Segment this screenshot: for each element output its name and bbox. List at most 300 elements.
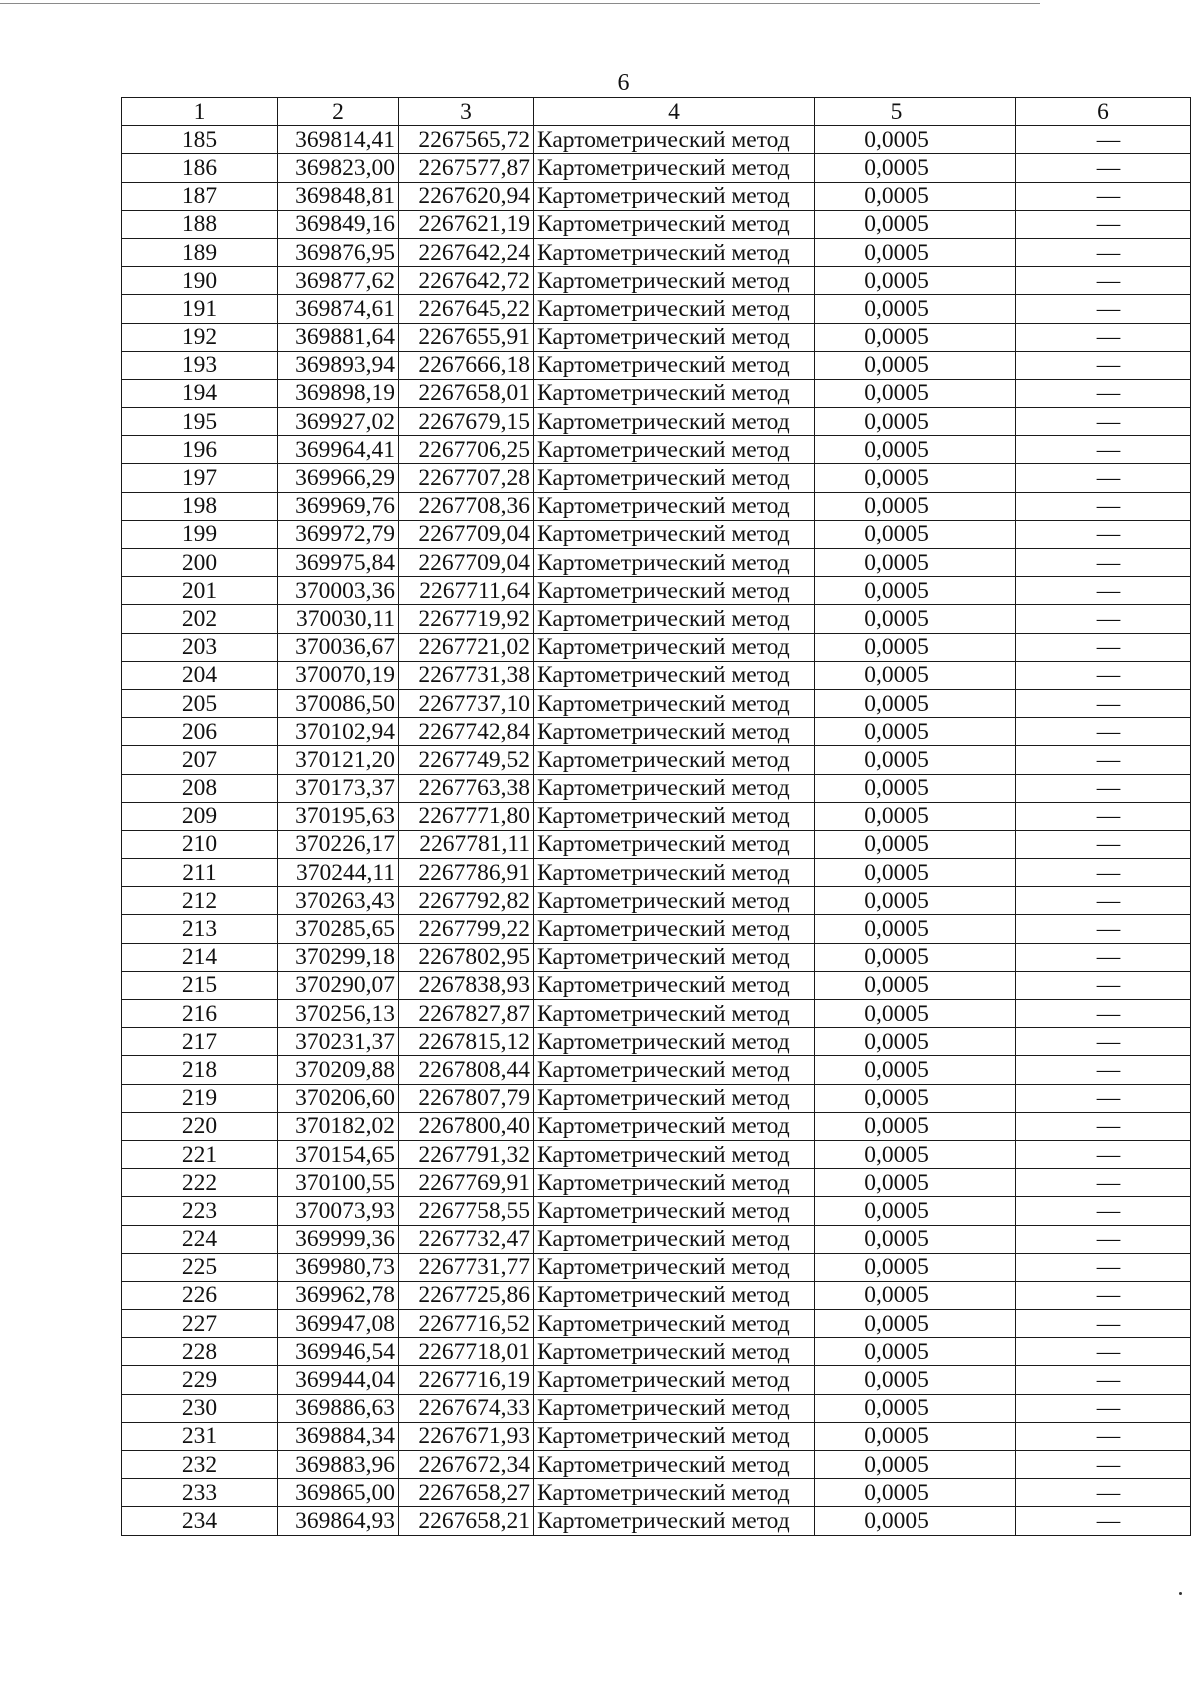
accuracy-cell: 0,0005 xyxy=(815,605,1016,633)
table-row xyxy=(122,1056,1191,1084)
method-cell: Картометрический метод xyxy=(534,859,815,887)
x-coordinate-cell: 370285,65 xyxy=(278,915,399,943)
y-coordinate-cell: 2267808,44 xyxy=(399,1056,534,1084)
point-number-cell: 207 xyxy=(122,746,278,774)
x-coordinate-cell: 369999,36 xyxy=(278,1225,399,1253)
y-coordinate-cell: 2267671,93 xyxy=(399,1422,534,1450)
note-cell: — xyxy=(1016,887,1191,915)
method-cell: Картометрический метод xyxy=(534,746,815,774)
note-cell: — xyxy=(1016,1338,1191,1366)
point-number-cell: 224 xyxy=(122,1225,278,1253)
note-cell: — xyxy=(1016,1507,1191,1535)
y-coordinate-cell: 2267786,91 xyxy=(399,859,534,887)
point-number-cell: 209 xyxy=(122,802,278,830)
note-cell: — xyxy=(1016,1253,1191,1281)
table-row xyxy=(122,323,1191,351)
accuracy-cell: 0,0005 xyxy=(815,1281,1016,1309)
method-cell: Картометрический метод xyxy=(534,1451,815,1479)
method-cell: Картометрический метод xyxy=(534,1169,815,1197)
method-cell: Картометрический метод xyxy=(534,1310,815,1338)
table-row xyxy=(122,549,1191,577)
x-coordinate-cell: 370086,50 xyxy=(278,689,399,717)
column-header-6: 6 xyxy=(1016,98,1191,126)
top-border-line xyxy=(0,3,1040,4)
y-coordinate-cell: 2267802,95 xyxy=(399,943,534,971)
table-row xyxy=(122,1084,1191,1112)
note-cell: — xyxy=(1016,633,1191,661)
note-cell: — xyxy=(1016,549,1191,577)
note-cell: — xyxy=(1016,238,1191,266)
y-coordinate-cell: 2267565,72 xyxy=(399,126,534,154)
x-coordinate-cell: 369883,96 xyxy=(278,1451,399,1479)
column-header-3: 3 xyxy=(399,98,534,126)
note-cell: — xyxy=(1016,323,1191,351)
note-cell: — xyxy=(1016,210,1191,238)
table-row xyxy=(122,267,1191,295)
accuracy-cell: 0,0005 xyxy=(815,436,1016,464)
note-cell: — xyxy=(1016,1197,1191,1225)
accuracy-cell: 0,0005 xyxy=(815,492,1016,520)
y-coordinate-cell: 2267621,19 xyxy=(399,210,534,238)
point-number-cell: 197 xyxy=(122,464,278,492)
method-cell: Картометрический метод xyxy=(534,182,815,210)
table-header xyxy=(122,98,1191,126)
table-row xyxy=(122,1422,1191,1450)
x-coordinate-cell: 370036,67 xyxy=(278,633,399,661)
point-number-cell: 219 xyxy=(122,1084,278,1112)
point-number-cell: 193 xyxy=(122,351,278,379)
x-coordinate-cell: 370102,94 xyxy=(278,718,399,746)
table-row xyxy=(122,295,1191,323)
point-number-cell: 189 xyxy=(122,238,278,266)
table-body xyxy=(122,126,1191,1535)
point-number-cell: 198 xyxy=(122,492,278,520)
y-coordinate-cell: 2267620,94 xyxy=(399,182,534,210)
table-row xyxy=(122,633,1191,661)
accuracy-cell: 0,0005 xyxy=(815,689,1016,717)
y-coordinate-cell: 2267725,86 xyxy=(399,1281,534,1309)
y-coordinate-cell: 2267716,19 xyxy=(399,1366,534,1394)
x-coordinate-cell: 369972,79 xyxy=(278,520,399,548)
column-header-1: 1 xyxy=(122,98,278,126)
note-cell: — xyxy=(1016,802,1191,830)
x-coordinate-cell: 369969,76 xyxy=(278,492,399,520)
note-cell: — xyxy=(1016,520,1191,548)
point-number-cell: 205 xyxy=(122,689,278,717)
table-row xyxy=(122,661,1191,689)
y-coordinate-cell: 2267666,18 xyxy=(399,351,534,379)
table-row xyxy=(122,1197,1191,1225)
note-cell: — xyxy=(1016,1028,1191,1056)
note-cell: — xyxy=(1016,746,1191,774)
x-coordinate-cell: 370100,55 xyxy=(278,1169,399,1197)
note-cell: — xyxy=(1016,971,1191,999)
point-number-cell: 217 xyxy=(122,1028,278,1056)
accuracy-cell: 0,0005 xyxy=(815,746,1016,774)
x-coordinate-cell: 370299,18 xyxy=(278,943,399,971)
point-number-cell: 232 xyxy=(122,1451,278,1479)
note-cell: — xyxy=(1016,1422,1191,1450)
point-number-cell: 220 xyxy=(122,1112,278,1140)
accuracy-cell: 0,0005 xyxy=(815,154,1016,182)
method-cell: Картометрический метод xyxy=(534,1225,815,1253)
x-coordinate-cell: 370244,11 xyxy=(278,859,399,887)
method-cell: Картометрический метод xyxy=(534,830,815,858)
x-coordinate-cell: 370290,07 xyxy=(278,971,399,999)
point-number-cell: 226 xyxy=(122,1281,278,1309)
table-row xyxy=(122,436,1191,464)
note-cell: — xyxy=(1016,492,1191,520)
y-coordinate-cell: 2267577,87 xyxy=(399,154,534,182)
y-coordinate-cell: 2267679,15 xyxy=(399,408,534,436)
table-row xyxy=(122,1000,1191,1028)
method-cell: Картометрический метод xyxy=(534,1394,815,1422)
x-coordinate-cell: 370154,65 xyxy=(278,1140,399,1168)
point-number-cell: 228 xyxy=(122,1338,278,1366)
note-cell: — xyxy=(1016,379,1191,407)
y-coordinate-cell: 2267707,28 xyxy=(399,464,534,492)
accuracy-cell: 0,0005 xyxy=(815,1394,1016,1422)
accuracy-cell: 0,0005 xyxy=(815,1479,1016,1507)
point-number-cell: 212 xyxy=(122,887,278,915)
point-number-cell: 230 xyxy=(122,1394,278,1422)
point-number-cell: 187 xyxy=(122,182,278,210)
method-cell: Картометрический метод xyxy=(534,774,815,802)
scan-speck xyxy=(1179,1592,1182,1595)
note-cell: — xyxy=(1016,1451,1191,1479)
accuracy-cell: 0,0005 xyxy=(815,1000,1016,1028)
table-row xyxy=(122,689,1191,717)
accuracy-cell: 0,0005 xyxy=(815,1338,1016,1366)
note-cell: — xyxy=(1016,718,1191,746)
accuracy-cell: 0,0005 xyxy=(815,295,1016,323)
y-coordinate-cell: 2267749,52 xyxy=(399,746,534,774)
table-row xyxy=(122,1028,1191,1056)
accuracy-cell: 0,0005 xyxy=(815,633,1016,661)
point-number-cell: 222 xyxy=(122,1169,278,1197)
column-header-5: 5 xyxy=(815,98,1016,126)
table-row xyxy=(122,1112,1191,1140)
method-cell: Картометрический метод xyxy=(534,1338,815,1366)
x-coordinate-cell: 370206,60 xyxy=(278,1084,399,1112)
point-number-cell: 225 xyxy=(122,1253,278,1281)
method-cell: Картометрический метод xyxy=(534,718,815,746)
table-row xyxy=(122,238,1191,266)
x-coordinate-cell: 369814,41 xyxy=(278,126,399,154)
y-coordinate-cell: 2267721,02 xyxy=(399,633,534,661)
method-cell: Картометрический метод xyxy=(534,323,815,351)
point-number-cell: 186 xyxy=(122,154,278,182)
note-cell: — xyxy=(1016,267,1191,295)
column-header-4: 4 xyxy=(534,98,815,126)
table-row xyxy=(122,1169,1191,1197)
point-number-cell: 194 xyxy=(122,379,278,407)
table-row xyxy=(122,746,1191,774)
method-cell: Картометрический метод xyxy=(534,238,815,266)
point-number-cell: 218 xyxy=(122,1056,278,1084)
y-coordinate-cell: 2267716,52 xyxy=(399,1310,534,1338)
point-number-cell: 233 xyxy=(122,1479,278,1507)
x-coordinate-cell: 369893,94 xyxy=(278,351,399,379)
method-cell: Картометрический метод xyxy=(534,577,815,605)
x-coordinate-cell: 369874,61 xyxy=(278,295,399,323)
method-cell: Картометрический метод xyxy=(534,689,815,717)
method-cell: Картометрический метод xyxy=(534,1140,815,1168)
point-number-cell: 200 xyxy=(122,549,278,577)
accuracy-cell: 0,0005 xyxy=(815,1028,1016,1056)
accuracy-cell: 0,0005 xyxy=(815,408,1016,436)
note-cell: — xyxy=(1016,859,1191,887)
accuracy-cell: 0,0005 xyxy=(815,520,1016,548)
y-coordinate-cell: 2267815,12 xyxy=(399,1028,534,1056)
note-cell: — xyxy=(1016,661,1191,689)
method-cell: Картометрический метод xyxy=(534,210,815,238)
accuracy-cell: 0,0005 xyxy=(815,549,1016,577)
point-number-cell: 223 xyxy=(122,1197,278,1225)
x-coordinate-cell: 370070,19 xyxy=(278,661,399,689)
y-coordinate-cell: 2267791,32 xyxy=(399,1140,534,1168)
point-number-cell: 202 xyxy=(122,605,278,633)
point-number-cell: 203 xyxy=(122,633,278,661)
note-cell: — xyxy=(1016,1281,1191,1309)
method-cell: Картометрический метод xyxy=(534,1000,815,1028)
table-row xyxy=(122,1281,1191,1309)
point-number-cell: 213 xyxy=(122,915,278,943)
method-cell: Картометрический метод xyxy=(534,267,815,295)
method-cell: Картометрический метод xyxy=(534,915,815,943)
y-coordinate-cell: 2267642,24 xyxy=(399,238,534,266)
y-coordinate-cell: 2267758,55 xyxy=(399,1197,534,1225)
point-number-cell: 234 xyxy=(122,1507,278,1535)
x-coordinate-cell: 369865,00 xyxy=(278,1479,399,1507)
x-coordinate-cell: 370231,37 xyxy=(278,1028,399,1056)
x-coordinate-cell: 369823,00 xyxy=(278,154,399,182)
y-coordinate-cell: 2267827,87 xyxy=(399,1000,534,1028)
note-cell: — xyxy=(1016,830,1191,858)
y-coordinate-cell: 2267709,04 xyxy=(399,549,534,577)
accuracy-cell: 0,0005 xyxy=(815,126,1016,154)
x-coordinate-cell: 370263,43 xyxy=(278,887,399,915)
x-coordinate-cell: 369886,63 xyxy=(278,1394,399,1422)
y-coordinate-cell: 2267732,47 xyxy=(399,1225,534,1253)
note-cell: — xyxy=(1016,1366,1191,1394)
accuracy-cell: 0,0005 xyxy=(815,661,1016,689)
x-coordinate-cell: 369881,64 xyxy=(278,323,399,351)
method-cell: Картометрический метод xyxy=(534,520,815,548)
method-cell: Картометрический метод xyxy=(534,605,815,633)
accuracy-cell: 0,0005 xyxy=(815,1253,1016,1281)
note-cell: — xyxy=(1016,464,1191,492)
method-cell: Картометрический метод xyxy=(534,464,815,492)
y-coordinate-cell: 2267838,93 xyxy=(399,971,534,999)
point-number-cell: 204 xyxy=(122,661,278,689)
y-coordinate-cell: 2267719,92 xyxy=(399,605,534,633)
point-number-cell: 215 xyxy=(122,971,278,999)
table-row xyxy=(122,408,1191,436)
method-cell: Картометрический метод xyxy=(534,154,815,182)
column-header-2: 2 xyxy=(278,98,399,126)
x-coordinate-cell: 370073,93 xyxy=(278,1197,399,1225)
note-cell: — xyxy=(1016,577,1191,605)
table-row xyxy=(122,943,1191,971)
method-cell: Картометрический метод xyxy=(534,126,815,154)
table-row xyxy=(122,1140,1191,1168)
point-number-cell: 191 xyxy=(122,295,278,323)
y-coordinate-cell: 2267672,34 xyxy=(399,1451,534,1479)
method-cell: Картометрический метод xyxy=(534,943,815,971)
x-coordinate-cell: 369864,93 xyxy=(278,1507,399,1535)
note-cell: — xyxy=(1016,1084,1191,1112)
point-number-cell: 199 xyxy=(122,520,278,548)
page-number: 6 xyxy=(617,70,630,96)
table-row xyxy=(122,802,1191,830)
method-cell: Картометрический метод xyxy=(534,436,815,464)
y-coordinate-cell: 2267731,38 xyxy=(399,661,534,689)
point-number-cell: 188 xyxy=(122,210,278,238)
accuracy-cell: 0,0005 xyxy=(815,182,1016,210)
note-cell: — xyxy=(1016,689,1191,717)
method-cell: Картометрический метод xyxy=(534,971,815,999)
accuracy-cell: 0,0005 xyxy=(815,887,1016,915)
note-cell: — xyxy=(1016,915,1191,943)
x-coordinate-cell: 370226,17 xyxy=(278,830,399,858)
method-cell: Картометрический метод xyxy=(534,633,815,661)
note-cell: — xyxy=(1016,436,1191,464)
method-cell: Картометрический метод xyxy=(534,1197,815,1225)
point-number-cell: 231 xyxy=(122,1422,278,1450)
note-cell: — xyxy=(1016,1056,1191,1084)
note-cell: — xyxy=(1016,154,1191,182)
point-number-cell: 210 xyxy=(122,830,278,858)
note-cell: — xyxy=(1016,605,1191,633)
table-row xyxy=(122,915,1191,943)
table-row xyxy=(122,1310,1191,1338)
table-row xyxy=(122,464,1191,492)
accuracy-cell: 0,0005 xyxy=(815,1056,1016,1084)
point-number-cell: 195 xyxy=(122,408,278,436)
table-row xyxy=(122,351,1191,379)
method-cell: Картометрический метод xyxy=(534,1281,815,1309)
x-coordinate-cell: 370003,36 xyxy=(278,577,399,605)
method-cell: Картометрический метод xyxy=(534,1366,815,1394)
accuracy-cell: 0,0005 xyxy=(815,859,1016,887)
accuracy-cell: 0,0005 xyxy=(815,267,1016,295)
method-cell: Картометрический метод xyxy=(534,1084,815,1112)
accuracy-cell: 0,0005 xyxy=(815,1112,1016,1140)
table-row xyxy=(122,210,1191,238)
x-coordinate-cell: 369898,19 xyxy=(278,379,399,407)
x-coordinate-cell: 369962,78 xyxy=(278,1281,399,1309)
note-cell: — xyxy=(1016,1310,1191,1338)
point-number-cell: 211 xyxy=(122,859,278,887)
method-cell: Картометрический метод xyxy=(534,492,815,520)
y-coordinate-cell: 2267799,22 xyxy=(399,915,534,943)
table-row xyxy=(122,1253,1191,1281)
x-coordinate-cell: 370121,20 xyxy=(278,746,399,774)
point-number-cell: 221 xyxy=(122,1140,278,1168)
table-row xyxy=(122,971,1191,999)
y-coordinate-cell: 2267645,22 xyxy=(399,295,534,323)
accuracy-cell: 0,0005 xyxy=(815,1451,1016,1479)
point-number-cell: 208 xyxy=(122,774,278,802)
y-coordinate-cell: 2267769,91 xyxy=(399,1169,534,1197)
method-cell: Картометрический метод xyxy=(534,1028,815,1056)
accuracy-cell: 0,0005 xyxy=(815,238,1016,266)
table-row xyxy=(122,1507,1191,1535)
method-cell: Картометрический метод xyxy=(534,887,815,915)
coordinates-table xyxy=(121,97,1191,1536)
y-coordinate-cell: 2267658,27 xyxy=(399,1479,534,1507)
x-coordinate-cell: 369946,54 xyxy=(278,1338,399,1366)
y-coordinate-cell: 2267800,40 xyxy=(399,1112,534,1140)
note-cell: — xyxy=(1016,943,1191,971)
method-cell: Картометрический метод xyxy=(534,351,815,379)
note-cell: — xyxy=(1016,351,1191,379)
note-cell: — xyxy=(1016,1225,1191,1253)
table-row xyxy=(122,1225,1191,1253)
method-cell: Картометрический метод xyxy=(534,549,815,577)
table-row xyxy=(122,520,1191,548)
y-coordinate-cell: 2267658,21 xyxy=(399,1507,534,1535)
point-number-cell: 201 xyxy=(122,577,278,605)
x-coordinate-cell: 369980,73 xyxy=(278,1253,399,1281)
y-coordinate-cell: 2267708,36 xyxy=(399,492,534,520)
accuracy-cell: 0,0005 xyxy=(815,774,1016,802)
table-row xyxy=(122,859,1191,887)
note-cell: — xyxy=(1016,408,1191,436)
x-coordinate-cell: 370195,63 xyxy=(278,802,399,830)
x-coordinate-cell: 369975,84 xyxy=(278,549,399,577)
accuracy-cell: 0,0005 xyxy=(815,577,1016,605)
x-coordinate-cell: 369848,81 xyxy=(278,182,399,210)
y-coordinate-cell: 2267737,10 xyxy=(399,689,534,717)
method-cell: Картометрический метод xyxy=(534,1112,815,1140)
y-coordinate-cell: 2267763,38 xyxy=(399,774,534,802)
accuracy-cell: 0,0005 xyxy=(815,802,1016,830)
accuracy-cell: 0,0005 xyxy=(815,1225,1016,1253)
table-row xyxy=(122,1451,1191,1479)
y-coordinate-cell: 2267658,01 xyxy=(399,379,534,407)
x-coordinate-cell: 370173,37 xyxy=(278,774,399,802)
y-coordinate-cell: 2267731,77 xyxy=(399,1253,534,1281)
x-coordinate-cell: 369927,02 xyxy=(278,408,399,436)
table-row xyxy=(122,577,1191,605)
accuracy-cell: 0,0005 xyxy=(815,379,1016,407)
accuracy-cell: 0,0005 xyxy=(815,915,1016,943)
x-coordinate-cell: 370209,88 xyxy=(278,1056,399,1084)
note-cell: — xyxy=(1016,1112,1191,1140)
y-coordinate-cell: 2267711,64 xyxy=(399,577,534,605)
accuracy-cell: 0,0005 xyxy=(815,210,1016,238)
x-coordinate-cell: 369947,08 xyxy=(278,1310,399,1338)
y-coordinate-cell: 2267655,91 xyxy=(399,323,534,351)
note-cell: — xyxy=(1016,182,1191,210)
point-number-cell: 190 xyxy=(122,267,278,295)
accuracy-cell: 0,0005 xyxy=(815,718,1016,746)
table-row xyxy=(122,887,1191,915)
point-number-cell: 227 xyxy=(122,1310,278,1338)
note-cell: — xyxy=(1016,1479,1191,1507)
accuracy-cell: 0,0005 xyxy=(815,1197,1016,1225)
accuracy-cell: 0,0005 xyxy=(815,1507,1016,1535)
table-row xyxy=(122,1366,1191,1394)
point-number-cell: 229 xyxy=(122,1366,278,1394)
note-cell: — xyxy=(1016,774,1191,802)
accuracy-cell: 0,0005 xyxy=(815,1169,1016,1197)
y-coordinate-cell: 2267709,04 xyxy=(399,520,534,548)
point-number-cell: 206 xyxy=(122,718,278,746)
table-row xyxy=(122,379,1191,407)
